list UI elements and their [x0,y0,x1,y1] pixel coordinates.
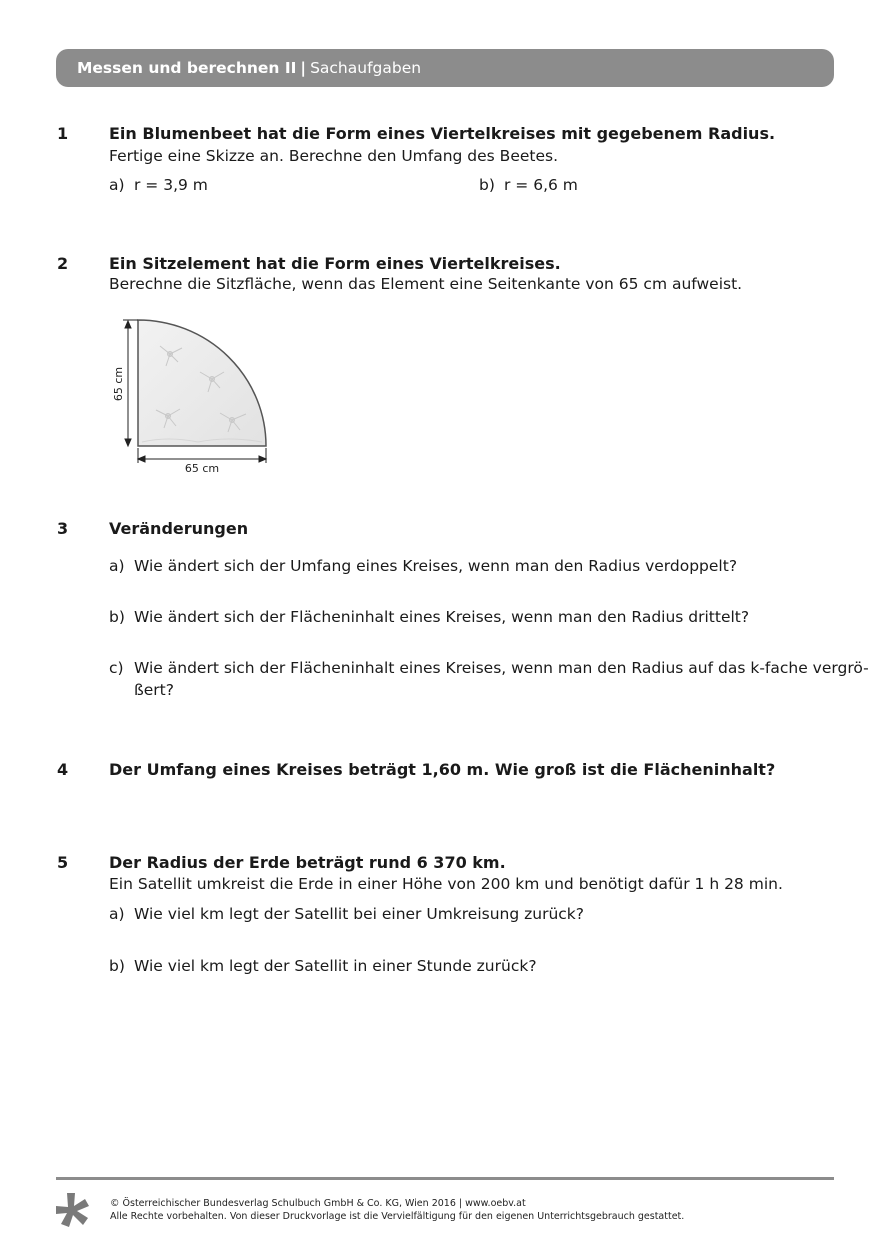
header-subtitle: Sachaufgaben [310,59,422,77]
task-3-title: Veränderungen [109,519,249,538]
task-3-item-b-text: Wie ändert sich der Flächeninhalt eines Kreises, wenn man den Radius drittelt? [134,608,750,626]
task-3-item-c-text-line2: ßert? [134,681,174,699]
task-3-item-c-label: c) [109,659,124,677]
footer-divider [56,1177,834,1180]
header-bar [56,49,834,87]
vertical-dimension-label: 65 cm [112,366,125,402]
task-3-item-a-label: a) [109,557,125,575]
task-5-item-a-label: a) [109,905,125,923]
task-2-title: Ein Sitzelement hat die Form eines Viertelkreises. [109,254,561,273]
header-separator: | [300,59,307,77]
publisher-logo-icon [54,1191,92,1233]
horizontal-dimension [138,448,266,463]
task-1-item-a-label: a) [109,176,125,194]
task-3-number: 3 [57,519,69,538]
header-title: Messen und berechnen II [77,59,297,77]
task-5-title: Der Radius der Erde beträgt rund 6 370 km. [109,853,506,872]
task-1-title: Ein Blumenbeet hat die Form eines Viertelkreises mit gegebenem Radius. [109,124,776,143]
task-1-text: Fertige eine Skizze an. Berechne den Umfang des Beetes. [109,147,559,165]
task-5-item-a-text: Wie viel km legt der Satellit bei einer Umkreisung zurück? [134,905,585,923]
task-3-item-c-text-line1: Wie ändert sich der Flächeninhalt eines Kreises, wenn man den Radius auf das k-fache vergrö- [134,659,869,677]
task-1-item-b-text: r = 6,6 m [504,176,578,194]
quarter-circle-diagram [108,312,278,486]
task-2-text: Berechne die Sitzfläche, wenn das Element eine Seitenkante von 65 cm aufweist. [109,275,743,293]
task-5-number: 5 [57,853,69,872]
task-3-item-b-label: b) [109,608,125,626]
task-4-title: Der Umfang eines Kreises beträgt 1,60 m. Wie groß ist die Flächeninhalt? [109,760,776,779]
task-3-item-a-text: Wie ändert sich der Umfang eines Kreises, wenn man den Radius verdoppelt? [134,557,738,575]
footer-rights: Alle Rechte vorbehalten. Von dieser Druckvorlage ist die Vervielfältigung für den eigenen Unterrichtsgebrauch gestattet. [110,1211,685,1222]
vertical-dimension [123,320,138,446]
task-1-item-a-text: r = 3,9 m [134,176,208,194]
task-1-number: 1 [57,124,69,143]
task-5-text: Ein Satellit umkreist die Erde in einer Höhe von 200 km und benötigt dafür 1 h 28 min. [109,875,783,893]
task-5-item-b-text: Wie viel km legt der Satellit in einer Stunde zurück? [134,957,537,975]
task-4-number: 4 [57,760,69,779]
task-5-item-b-label: b) [109,957,125,975]
horizontal-dimension-label: 65 cm [184,462,220,475]
task-1-item-b-label: b) [479,176,495,194]
footer-copyright: © Österreichischer Bundesverlag Schulbuch GmbH & Co. KG, Wien 2016 | www.oebv.at [110,1198,526,1209]
task-2-number: 2 [57,254,69,273]
seat-shape [138,320,266,446]
